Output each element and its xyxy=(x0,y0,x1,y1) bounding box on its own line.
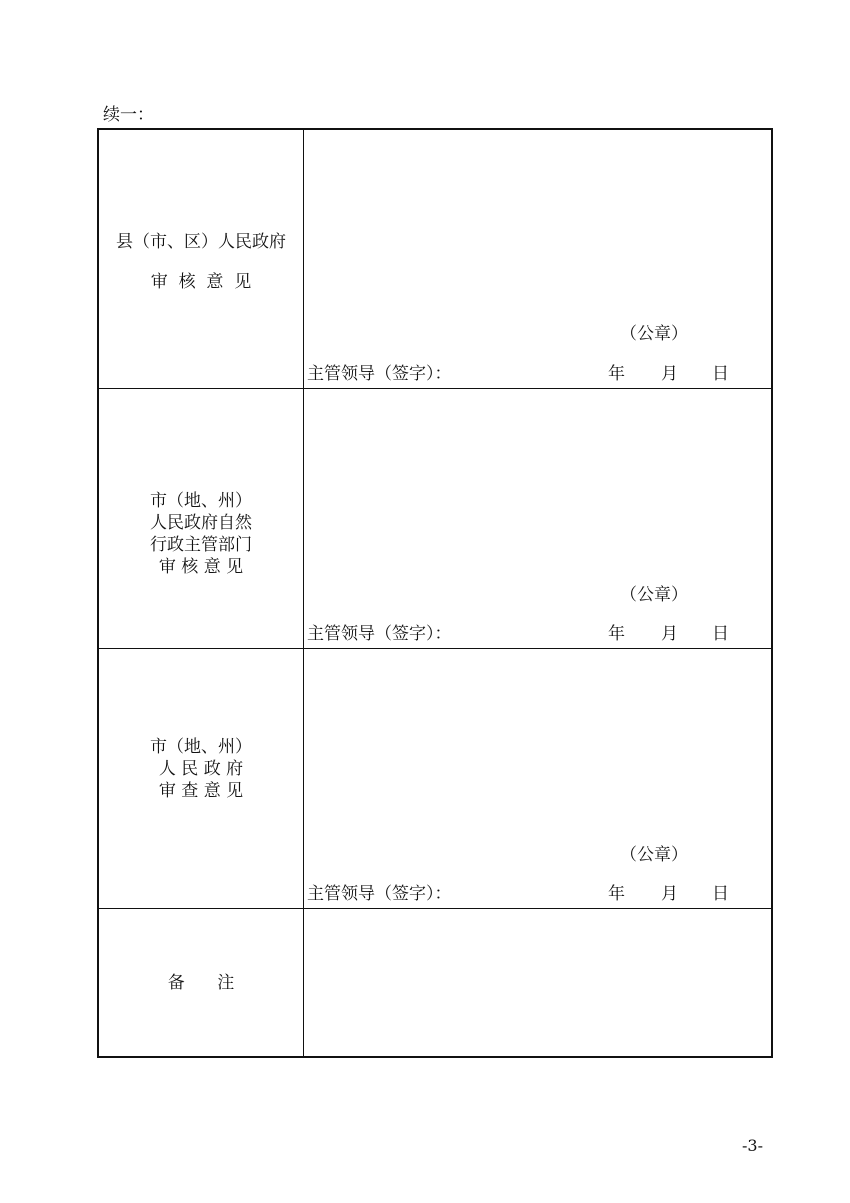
label-line: 人 民 政 府 xyxy=(158,758,244,779)
label-line: 市（地、州） xyxy=(150,490,252,511)
official-seal-label: （公章） xyxy=(620,324,688,344)
city-natural-resources-opinion-area[interactable] xyxy=(304,389,771,648)
date-year-label: 年 xyxy=(608,884,625,904)
label-line: 审 核 意 见 xyxy=(150,272,252,292)
date-day-label: 日 xyxy=(712,884,729,904)
city-government-label-cell xyxy=(99,649,304,908)
city-government-review-row xyxy=(99,649,771,909)
official-seal-label: （公章） xyxy=(620,585,688,605)
label-line: 人民政府自然 xyxy=(150,512,252,533)
date-day-label: 日 xyxy=(712,364,729,384)
county-review-opinion-area[interactable] xyxy=(304,130,771,388)
leader-signature-label: 主管领导（签字）： xyxy=(307,364,452,384)
remarks-row xyxy=(99,909,771,1056)
leader-signature-label: 主管领导（签字）： xyxy=(307,884,452,904)
page-number: -3- xyxy=(742,1136,763,1155)
remarks-label: 备 注 xyxy=(167,972,235,993)
label-line: 审 查 意 见 xyxy=(158,780,244,801)
continued-label: 续一： xyxy=(103,105,154,125)
county-review-label-cell xyxy=(99,130,304,388)
remarks-label-cell xyxy=(99,909,304,1056)
city-government-opinion-area[interactable] xyxy=(304,649,771,908)
date-year-label: 年 xyxy=(608,624,625,644)
date-month-label: 月 xyxy=(661,364,678,384)
date-day-label: 日 xyxy=(712,624,729,644)
city-natural-resources-review-row xyxy=(99,389,771,649)
label-line: 县（市、区）人民政府 xyxy=(116,232,286,252)
label-line: 行政主管部门 xyxy=(150,534,252,555)
city-natural-resources-label-cell xyxy=(99,389,304,648)
date-month-label: 月 xyxy=(661,624,678,644)
approval-form-table xyxy=(97,128,773,1058)
date-year-label: 年 xyxy=(608,364,625,384)
date-month-label: 月 xyxy=(661,884,678,904)
official-seal-label: （公章） xyxy=(620,845,688,865)
leader-signature-label: 主管领导（签字）： xyxy=(307,624,452,644)
label-line: 市（地、州） xyxy=(150,736,252,757)
remarks-area[interactable] xyxy=(304,909,771,1056)
county-review-row xyxy=(99,130,771,389)
label-line: 审 核 意 见 xyxy=(158,556,244,577)
